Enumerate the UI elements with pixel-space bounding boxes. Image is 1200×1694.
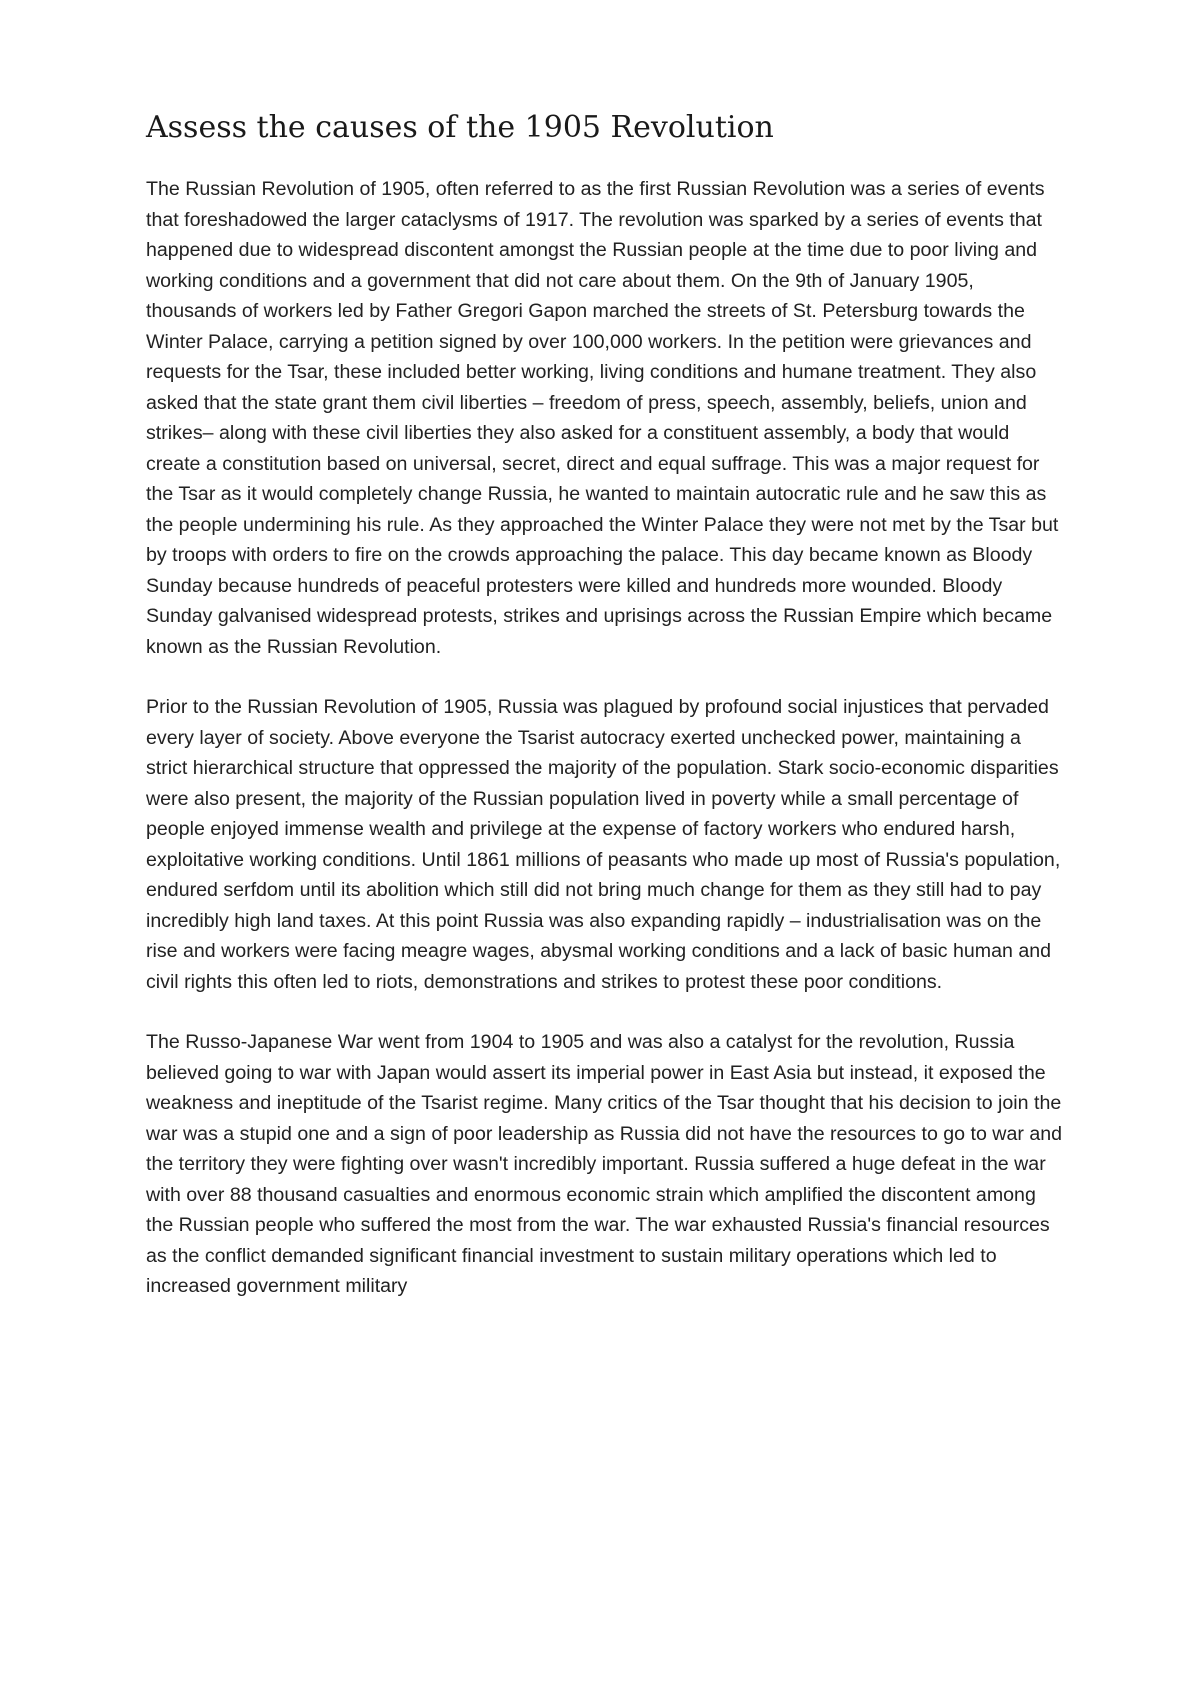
paragraph-social-injustices: Prior to the Russian Revolution of 1905, Russia was plagued by profound social injustices that pervaded every layer of society. Above everyone the Tsarist autocracy exerted unchecked power, maintaining a strict hierarchical structure that oppressed the majority of the population. Stark socio-economic disparities were also present, the majority of the Russian population lived in poverty while a small percentage of people enjoyed immense wealth and privilege at the expense of factory workers who endured harsh, exploitative working conditions. Until 1861 millions of peasants who made up most of Russia's population, endured serfdom until its abolition which still did not bring much change for them as they still had to pay incredibly high land taxes. At this point Russia was also expanding rapidly – industrialisation was on the rise and workers were facing meagre wages, abysmal working conditions and a lack of basic human and civil rights this often led to riots, demonstrations and strikes to protest these poor conditions. bbox=[146, 696, 1061, 993]
document-title: Assess the causes of the 1905 Revolution bbox=[146, 110, 774, 145]
paragraph-russo-japanese-war: The Russo-Japanese War went from 1904 to 1905 and was also a catalyst for the revolution, Russia believed going to war with Japan would assert its imperial power in East Asia but instead, it exposed the weakness and ineptitude of the Tsarist regime. Many critics of the Tsar thought that his decision to join the war was a stupid one and a sign of poor leadership as Russia did not have the resources to go to war and the territory they were fighting over wasn't incredibly important. Russia suffered a huge defeat in the war with over 88 thousand casualties and enormous economic strain which amplified the discontent among the Russian people who suffered the most from the war. The war exhausted Russia's financial resources as the conflict demanded significant financial investment to sustain military operations which led to increased government military bbox=[146, 1031, 1063, 1297]
document-body bbox=[146, 108, 1066, 1302]
paragraph-introduction: The Russian Revolution of 1905, often referred to as the first Russian Revolution was a series of events that foreshadowed the larger cataclysms of 1917. The revolution was sparked by a series of events that happened due to widespread discontent amongst the Russian people at the time due to poor living and working conditions and a government that did not care about them. On the 9th of January 1905, thousands of workers led by Father Gregori Gapon marched the streets of St. Petersburg towards the Winter Palace, carrying a petition signed by over 100,000 workers. In the petition were grievances and requests for the Tsar, these included better working, living conditions and humane treatment. They also asked that the state grant them civil liberties – freedom of press, speech, assembly, beliefs, union and strikes– along with these civil liberties they also asked for a constituent assembly, a body that would create a constitution based on universal, secret, direct and equal suffrage. This was a major request for the Tsar as it would completely change Russia, he wanted to maintain autocratic rule and he saw this as the people undermining his rule. As they approached the Winter Palace they were not met by the Tsar but by troops with orders to fire on the crowds approaching the palace. This day became known as Bloody Sunday because hundreds of peaceful protesters were killed and hundreds more wounded. Bloody Sunday galvanised widespread protests, strikes and uprisings across the Russian Empire which became known as the Russian Revolution. bbox=[146, 178, 1059, 658]
